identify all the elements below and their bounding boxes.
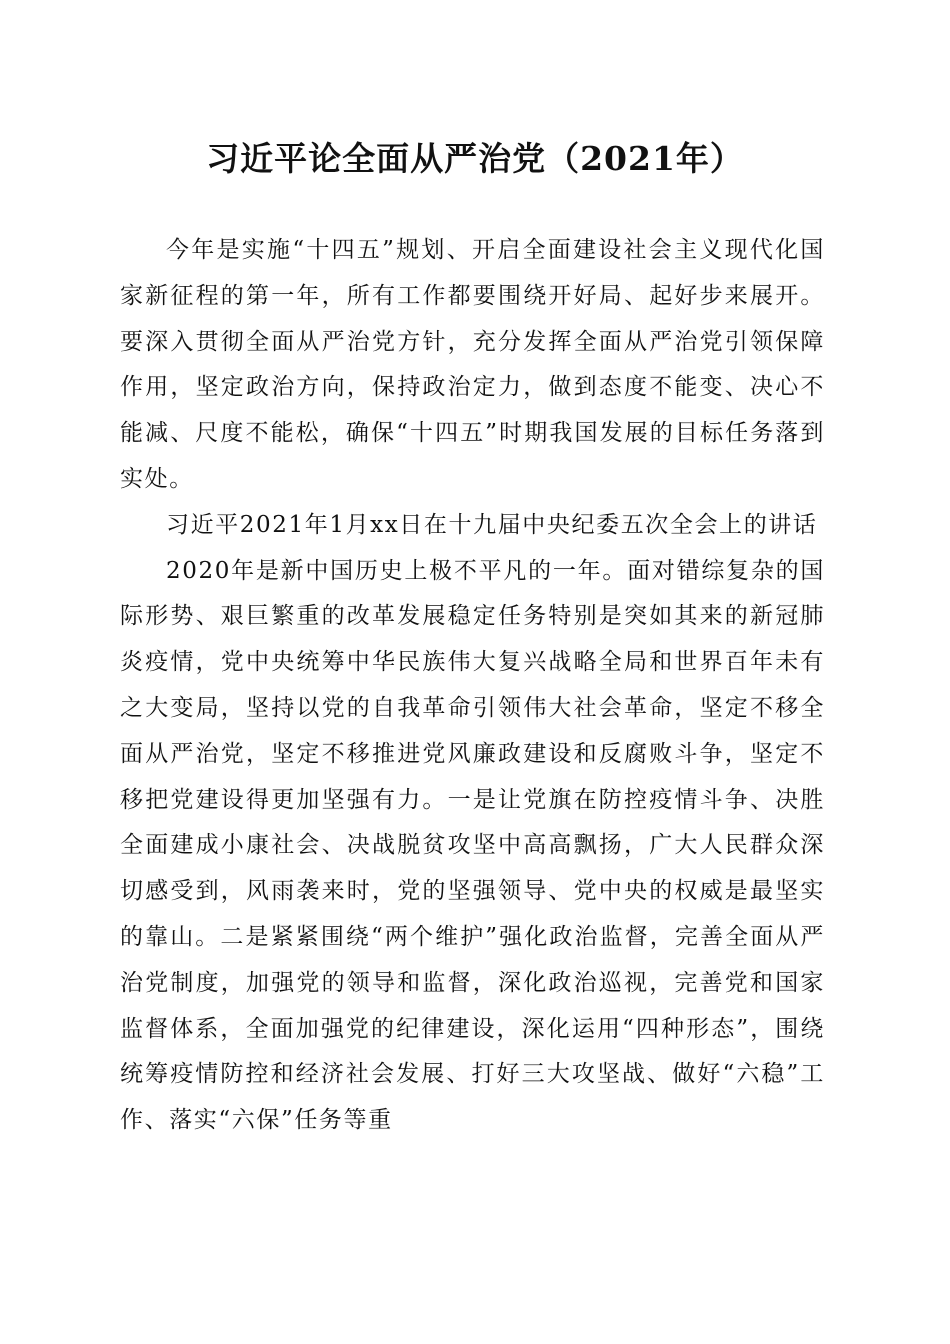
document-body (120, 228, 825, 1144)
document-title: 习近平论全面从严治党（2021年） (206, 139, 744, 178)
paragraph-intro: 今年是实施“十四五”规划、开启全面建设社会主义现代化国家新征程的第一年，所有工作都要围绕开好局、起好步来展开。要深入贯彻全面从严治党方针，充分发挥全面从严治党引领保障作用，坚定政治方向，保持政治定力，做到态度不能变、决心不能减、尺度不能松，确保“十四五”时期我国发展的目标任务落到实处。 (120, 237, 825, 492)
paragraph-review: 2020年是新中国历史上极不平凡的一年。面对错综复杂的国际形势、艰巨繁重的改革发展稳定任务特别是突如其来的新冠肺炎疫情，党中央统筹中华民族伟大复兴战略全局和世界百年未有之大变局，坚持以党的自我革命引领伟大社会革命，坚定不移全面从严治党，坚定不移推进党风廉政建设和反腐败斗争，坚定不移把党建设得更加坚强有力。一是让党旗在防控疫情斗争、决胜全面建成小康社会、决战脱贫攻坚中高高飘扬，广大人民群众深切感受到，风雨袭来时，党的坚强领导、党中央的权威是最坚实的靠山。二是紧紧围绕“两个维护”强化政治监督，完善全面从严治党制度，加强党的领导和监督，深化政治巡视，完善党和国家监督体系，全面加强党的纪律建设，深化运用“四种形态”，围绕统筹疫情防控和经济社会发展、打好三大攻坚战、做好“六稳”工作、落实“六保”任务等重 (120, 557, 825, 1134)
paragraph-source: 习近平2021年1月xx日在十九届中央纪委五次全会上的讲话 (166, 511, 818, 538)
